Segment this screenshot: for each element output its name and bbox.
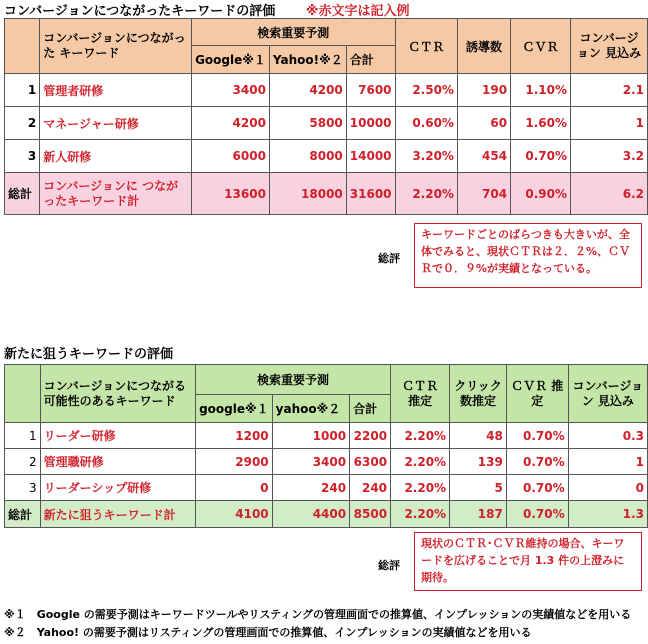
row-total: 14000	[346, 140, 395, 173]
row-ctr: 2.20%	[391, 423, 450, 449]
total-keyword: 新たに狙うキーワード計	[40, 501, 195, 528]
row-total: 240	[350, 475, 391, 501]
header-ctr: ＣＴＲ 推定	[391, 365, 450, 423]
header-search-forecast: 検索重要予測	[192, 19, 395, 46]
row-clicks: 190	[457, 74, 510, 107]
section1-title-text: コンバージョンにつながったキーワードの評価	[4, 4, 276, 19]
row-clicks: 48	[450, 423, 507, 449]
total-row	[5, 173, 648, 215]
header-no	[5, 365, 41, 423]
table-row	[5, 449, 648, 475]
row-cvr: 0.70%	[506, 449, 568, 475]
header-no	[5, 19, 40, 74]
table-row	[5, 107, 648, 140]
row-clicks: 5	[450, 475, 507, 501]
header-google: google※１	[196, 395, 273, 423]
row-keyword: 管理職研修	[40, 449, 195, 475]
row-no: 1	[5, 74, 40, 107]
header-conversion-estimate: コンバージョン 見込み	[568, 365, 647, 423]
header-clicks: 誘導数	[457, 19, 510, 74]
row-total: 10000	[346, 107, 395, 140]
total-ctr: 2.20%	[395, 173, 457, 215]
row-google: 2900	[196, 449, 273, 475]
header-keyword: コンバージョンにつながった キーワード	[40, 19, 192, 74]
header-cvr: ＣＶＲ	[511, 19, 571, 74]
row-clicks: 139	[450, 449, 507, 475]
converted-keywords-table	[4, 18, 648, 215]
total-conversion: 1.3	[568, 501, 647, 528]
row-google: 6000	[192, 140, 270, 173]
header-yahoo: yahoo※２	[272, 395, 349, 423]
section1-title	[4, 0, 409, 19]
row-keyword: 管理者研修	[40, 74, 192, 107]
total-row	[5, 501, 648, 528]
row-google: 1200	[196, 423, 273, 449]
table-row	[5, 475, 648, 501]
header-keyword: コンバージョンにつながる 可能性のあるキーワード	[40, 365, 195, 423]
section2-title: 新たに狙うキーワードの評価	[4, 347, 174, 362]
total-yahoo: 18000	[269, 173, 346, 215]
header-conversion-estimate: コンバージョン 見込み	[571, 19, 648, 74]
summary-label-2: 総評	[378, 559, 400, 572]
row-google: 0	[196, 475, 273, 501]
row-ctr: 3.20%	[395, 140, 457, 173]
header-total: 合計	[346, 46, 395, 74]
row-conversion: 1	[571, 107, 648, 140]
header-search-forecast: 検索重要予測	[196, 365, 391, 395]
header-yahoo: Yahoo!※２	[269, 46, 346, 74]
header-google: Google※１	[192, 46, 270, 74]
row-yahoo: 1000	[272, 423, 349, 449]
row-ctr: 2.50%	[395, 74, 457, 107]
total-keyword: コンバージョンに つながったキーワード計	[40, 173, 192, 215]
red-note: ※赤文字は記入例	[305, 4, 410, 19]
total-label: 総計	[5, 173, 40, 215]
row-yahoo: 3400	[272, 449, 349, 475]
row-no: 3	[5, 140, 40, 173]
row-keyword: マネージャー研修	[40, 107, 192, 140]
total-yahoo: 4400	[272, 501, 349, 528]
row-total: 2200	[350, 423, 391, 449]
row-conversion: 0	[568, 475, 647, 501]
table-row	[5, 74, 648, 107]
table-row	[5, 140, 648, 173]
row-ctr: 2.20%	[391, 475, 450, 501]
total-ctr: 2.20%	[391, 501, 450, 528]
total-total: 31600	[346, 173, 395, 215]
row-clicks: 454	[457, 140, 510, 173]
summary-box-1: キーワードごとのばらつきも大きいが、全体でみると、現状ＣＴＲは２．２%、ＣＶＲで０．９%が実績となっている。	[414, 223, 642, 288]
total-cvr: 0.90%	[511, 173, 571, 215]
header-total: 合計	[350, 395, 391, 423]
row-total: 6300	[350, 449, 391, 475]
row-google: 3400	[192, 74, 270, 107]
row-google: 4200	[192, 107, 270, 140]
header-cvr: ＣＶＲ 推定	[506, 365, 568, 423]
row-ctr: 2.20%	[391, 449, 450, 475]
summary-box-2: 現状のＣＴＲ･ＣＶＲ維持の場合、キーワードを広げることで月 1.3 件の上澄みに期待。	[414, 532, 642, 591]
row-cvr: 1.10%	[511, 74, 571, 107]
header-clicks: クリック 数推定	[450, 365, 507, 423]
total-label: 総計	[5, 501, 41, 528]
footnote-yahoo: ※２ Yahoo! の需要予測はリスティングの管理画面での推算値、インプレッションの実績値などを用いる	[4, 626, 532, 639]
total-total: 8500	[350, 501, 391, 528]
row-conversion: 2.1	[571, 74, 648, 107]
total-clicks: 187	[450, 501, 507, 528]
row-yahoo: 240	[272, 475, 349, 501]
row-conversion: 0.3	[568, 423, 647, 449]
total-conversion: 6.2	[571, 173, 648, 215]
row-conversion: 3.2	[571, 140, 648, 173]
row-no: 2	[5, 449, 41, 475]
row-keyword: 新人研修	[40, 140, 192, 173]
summary-label-1: 総評	[378, 252, 400, 265]
total-cvr: 0.70%	[506, 501, 568, 528]
row-cvr: 1.60%	[511, 107, 571, 140]
row-no: 1	[5, 423, 41, 449]
row-yahoo: 5800	[269, 107, 346, 140]
row-keyword: リーダーシップ研修	[40, 475, 195, 501]
footnote-google: ※１ Google の需要予測はキーワードツールやリスティングの管理画面での推算値、インプレッションの実績値などを用いる	[4, 608, 632, 621]
row-ctr: 0.60%	[395, 107, 457, 140]
new-keywords-table	[4, 364, 648, 528]
total-clicks: 704	[457, 173, 510, 215]
row-keyword: リーダー研修	[40, 423, 195, 449]
row-conversion: 1	[568, 449, 647, 475]
row-no: 2	[5, 107, 40, 140]
row-cvr: 0.70%	[506, 423, 568, 449]
total-google: 13600	[192, 173, 270, 215]
row-cvr: 0.70%	[506, 475, 568, 501]
table-row	[5, 423, 648, 449]
header-ctr: ＣＴＲ	[395, 19, 457, 74]
row-yahoo: 8000	[269, 140, 346, 173]
row-no: 3	[5, 475, 41, 501]
total-google: 4100	[196, 501, 273, 528]
row-total: 7600	[346, 74, 395, 107]
row-yahoo: 4200	[269, 74, 346, 107]
row-cvr: 0.70%	[511, 140, 571, 173]
row-clicks: 60	[457, 107, 510, 140]
